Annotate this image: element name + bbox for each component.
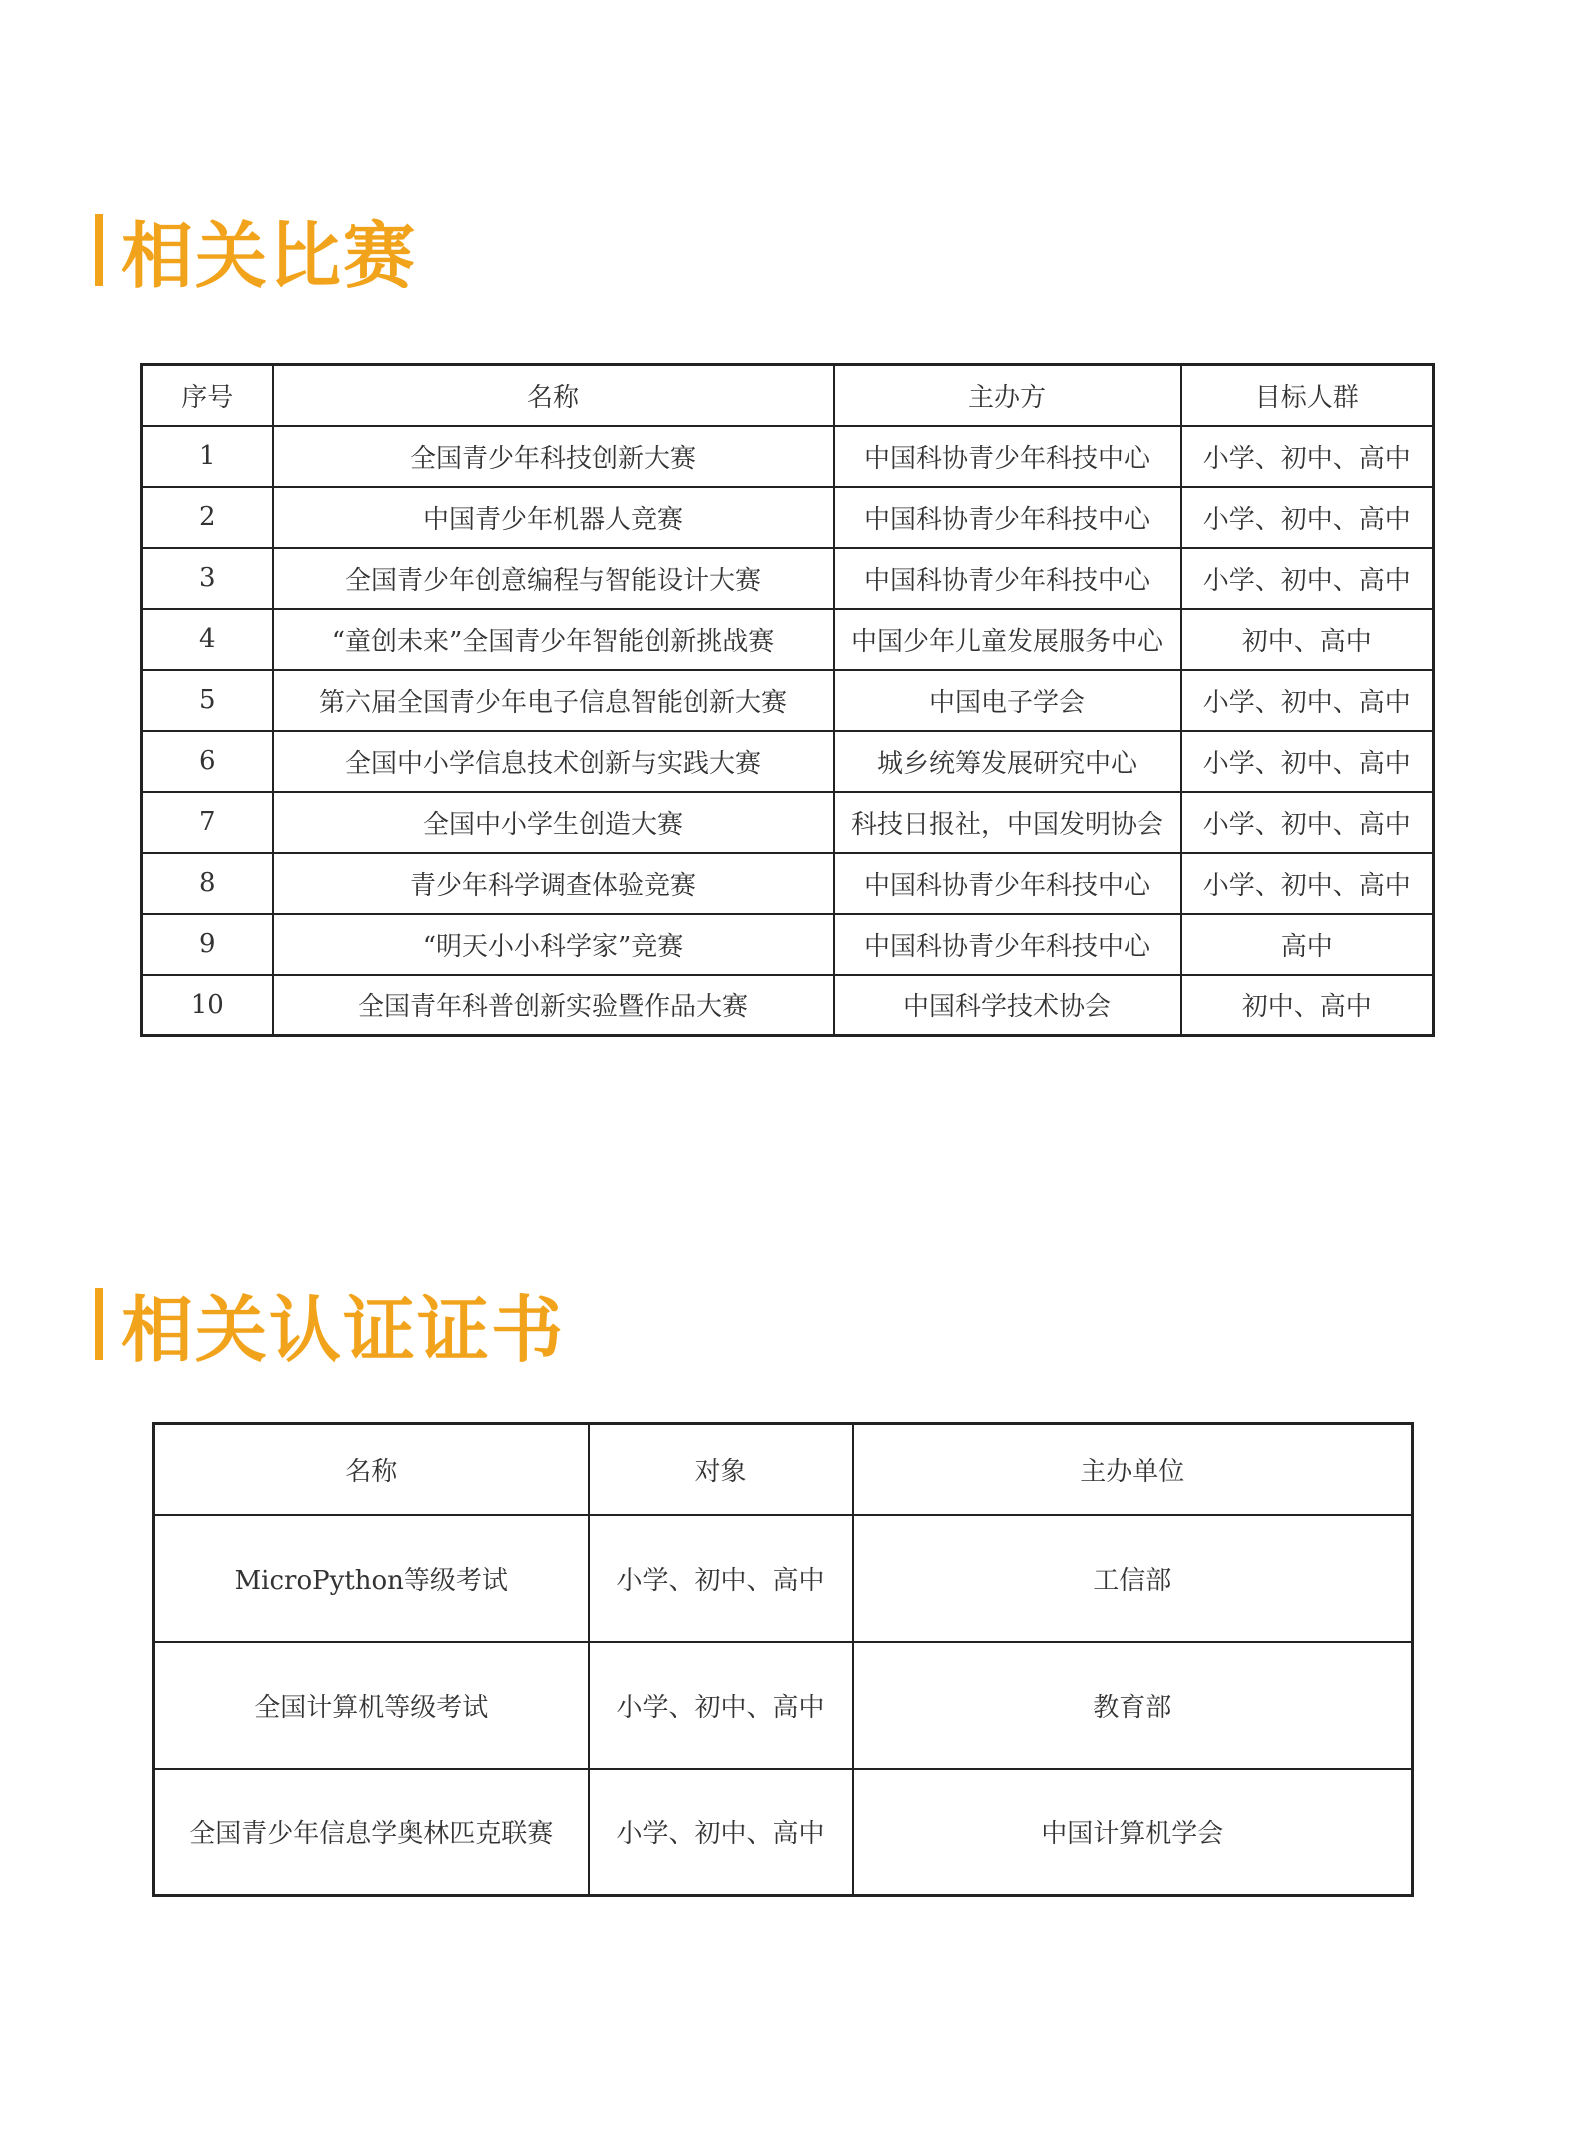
table-row bbox=[142, 426, 1434, 487]
competitions-section-title bbox=[95, 198, 417, 302]
cell-organizer: 中国电子学会 bbox=[834, 670, 1181, 731]
table-row bbox=[142, 670, 1434, 731]
certificates-table bbox=[152, 1422, 1414, 1897]
col-header-name: 名称 bbox=[154, 1424, 589, 1515]
table-row bbox=[142, 487, 1434, 548]
cell-name: 中国青少年机器人竞赛 bbox=[273, 487, 834, 548]
cell-audience: 小学、初中、高中 bbox=[1181, 487, 1434, 548]
cell-organizer: 中国科协青少年科技中心 bbox=[834, 426, 1181, 487]
cell-index: 10 bbox=[142, 975, 273, 1036]
table-row bbox=[142, 853, 1434, 914]
cell-name: 全国青少年科技创新大赛 bbox=[273, 426, 834, 487]
competitions-table bbox=[140, 363, 1435, 1037]
cell-audience: 小学、初中、高中 bbox=[589, 1769, 853, 1896]
cell-audience: 小学、初中、高中 bbox=[589, 1642, 853, 1769]
competitions-heading: 相关比赛 bbox=[121, 214, 418, 298]
cell-name: 全国计算机等级考试 bbox=[154, 1642, 589, 1769]
cell-index: 4 bbox=[142, 609, 273, 670]
cell-organizer: 城乡统筹发展研究中心 bbox=[834, 731, 1181, 792]
cell-name: 全国青少年信息学奥林匹克联赛 bbox=[154, 1769, 589, 1896]
cell-index: 2 bbox=[142, 487, 273, 548]
table-row bbox=[142, 975, 1434, 1036]
table-header-row bbox=[154, 1424, 1413, 1515]
cell-organizer: 中国科学技术协会 bbox=[834, 975, 1181, 1036]
cell-audience: 小学、初中、高中 bbox=[1181, 426, 1434, 487]
cell-organizer: 工信部 bbox=[853, 1515, 1413, 1642]
cell-index: 9 bbox=[142, 914, 273, 975]
cell-name: “明天小小科学家”竞赛 bbox=[273, 914, 834, 975]
cell-index: 7 bbox=[142, 792, 273, 853]
table-row bbox=[142, 548, 1434, 609]
cell-name: 全国青少年创意编程与智能设计大赛 bbox=[273, 548, 834, 609]
cell-index: 3 bbox=[142, 548, 273, 609]
col-header-index: 序号 bbox=[142, 365, 273, 426]
cell-audience: 小学、初中、高中 bbox=[1181, 670, 1434, 731]
cell-name: 全国中小学信息技术创新与实践大赛 bbox=[273, 731, 834, 792]
cell-organizer: 教育部 bbox=[853, 1642, 1413, 1769]
title-accent-bar bbox=[95, 1288, 103, 1360]
table-row bbox=[142, 609, 1434, 670]
cell-index: 8 bbox=[142, 853, 273, 914]
cell-index: 5 bbox=[142, 670, 273, 731]
cell-organizer: 中国科协青少年科技中心 bbox=[834, 914, 1181, 975]
cell-name: 青少年科学调查体验竞赛 bbox=[273, 853, 834, 914]
col-header-organizer: 主办方 bbox=[834, 365, 1181, 426]
table-row bbox=[142, 792, 1434, 853]
cell-index: 1 bbox=[142, 426, 273, 487]
cell-audience: 高中 bbox=[1181, 914, 1434, 975]
certificates-heading: 相关认证证书 bbox=[121, 1288, 566, 1372]
cell-audience: 小学、初中、高中 bbox=[1181, 792, 1434, 853]
cell-name: 第六届全国青少年电子信息智能创新大赛 bbox=[273, 670, 834, 731]
col-header-audience: 目标人群 bbox=[1181, 365, 1434, 426]
cell-name: 全国中小学生创造大赛 bbox=[273, 792, 834, 853]
cell-audience: 小学、初中、高中 bbox=[589, 1515, 853, 1642]
table-row bbox=[142, 914, 1434, 975]
table-row bbox=[142, 731, 1434, 792]
cell-organizer: 中国科协青少年科技中心 bbox=[834, 487, 1181, 548]
cell-organizer: 科技日报社，中国发明协会 bbox=[834, 792, 1181, 853]
col-header-name: 名称 bbox=[273, 365, 834, 426]
table-row bbox=[154, 1642, 1413, 1769]
table-row bbox=[154, 1769, 1413, 1896]
cell-organizer: 中国计算机学会 bbox=[853, 1769, 1413, 1896]
certificates-section-title bbox=[95, 1272, 565, 1376]
cell-audience: 小学、初中、高中 bbox=[1181, 731, 1434, 792]
cell-audience: 初中、高中 bbox=[1181, 975, 1434, 1036]
cell-audience: 初中、高中 bbox=[1181, 609, 1434, 670]
col-header-organizer: 主办单位 bbox=[853, 1424, 1413, 1515]
table-row bbox=[154, 1515, 1413, 1642]
cell-organizer: 中国科协青少年科技中心 bbox=[834, 853, 1181, 914]
cell-audience: 小学、初中、高中 bbox=[1181, 853, 1434, 914]
table-header-row bbox=[142, 365, 1434, 426]
cell-organizer: 中国少年儿童发展服务中心 bbox=[834, 609, 1181, 670]
cell-name: “童创未来”全国青少年智能创新挑战赛 bbox=[273, 609, 834, 670]
col-header-audience: 对象 bbox=[589, 1424, 853, 1515]
cell-audience: 小学、初中、高中 bbox=[1181, 548, 1434, 609]
cell-organizer: 中国科协青少年科技中心 bbox=[834, 548, 1181, 609]
cell-name: MicroPython等级考试 bbox=[154, 1515, 589, 1642]
title-accent-bar bbox=[95, 214, 103, 286]
cell-index: 6 bbox=[142, 731, 273, 792]
cell-name: 全国青年科普创新实验暨作品大赛 bbox=[273, 975, 834, 1036]
